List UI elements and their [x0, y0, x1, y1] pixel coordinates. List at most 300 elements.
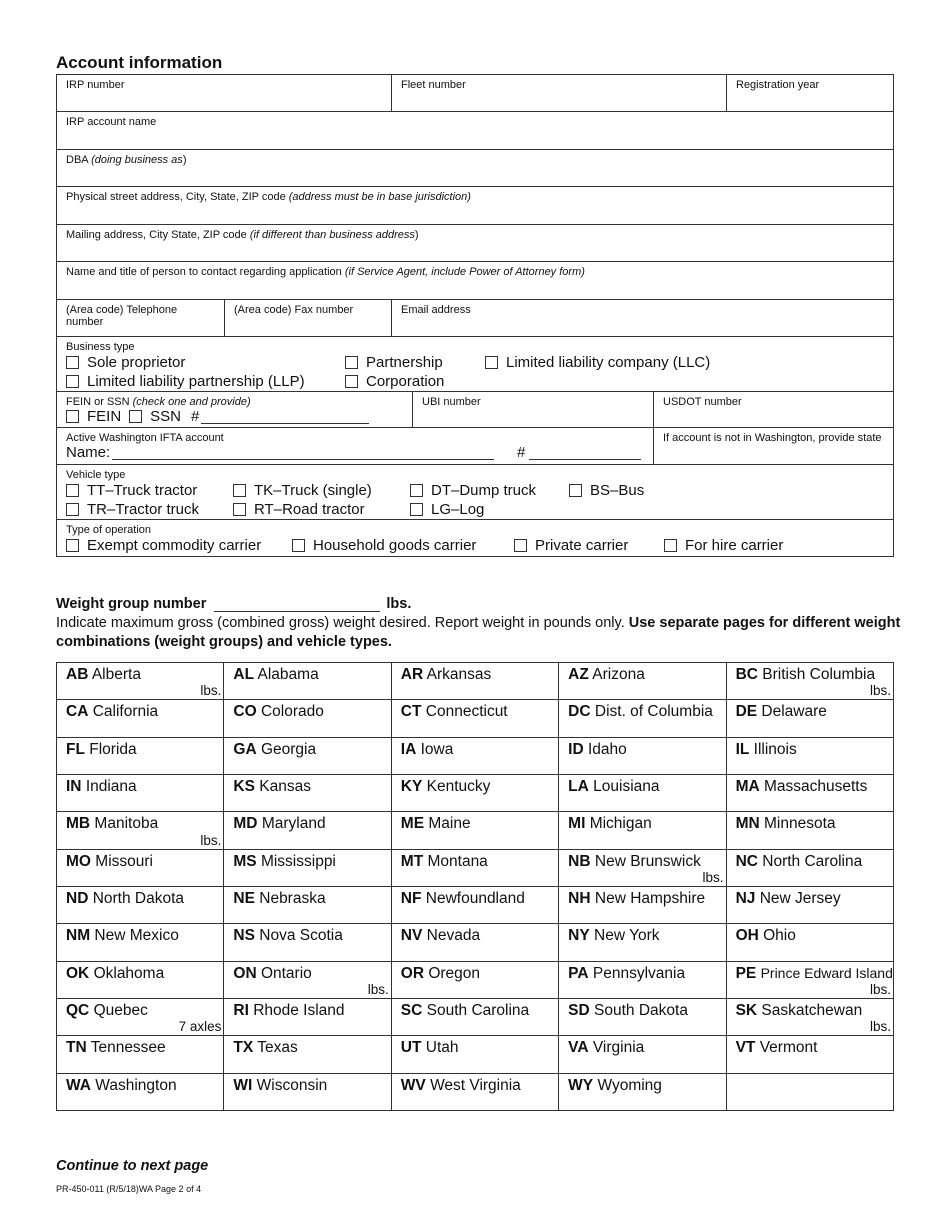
jurisdiction-code: OK: [66, 964, 90, 982]
jurisdiction-code: QC: [66, 1001, 90, 1019]
jurisdiction-code: VT: [735, 1039, 756, 1057]
jurisdiction-code: NE: [233, 889, 255, 907]
jurisdiction-name: Quebec: [93, 1001, 148, 1019]
jurisdiction-name: Massachusetts: [763, 777, 868, 795]
jurisdiction-cell-ne[interactable]: [224, 886, 391, 923]
business-option-corporation[interactable]: Corporation: [345, 373, 444, 390]
form-row-vehicle-type: [57, 465, 893, 520]
jurisdiction-cell-nb[interactable]: [559, 849, 726, 886]
jurisdiction-name: North Carolina: [762, 852, 863, 870]
ifta-number-line: [517, 444, 641, 461]
ifta-name-input[interactable]: [112, 446, 494, 460]
jurisdiction-name: Delaware: [761, 703, 827, 721]
jurisdiction-cell-ky[interactable]: [391, 774, 558, 811]
ifta-label: Active Washington IFTA account: [66, 432, 224, 444]
ifta-name-label: Name:: [66, 444, 111, 461]
fleet-number-label: Fleet number: [401, 79, 466, 91]
jurisdiction-code: NJ: [735, 889, 756, 907]
jurisdiction-name: New Hampshire: [594, 889, 706, 907]
jurisdiction-cell-ma[interactable]: [726, 774, 893, 811]
jurisdiction-row: [57, 886, 894, 923]
irp-account-name-label: IRP account name: [66, 116, 157, 128]
form-row-ids: [57, 75, 893, 112]
checkbox[interactable]: [66, 503, 79, 516]
business-option-sole-proprietor[interactable]: Sole proprietor: [66, 354, 185, 371]
jurisdiction-weight-table: [56, 662, 894, 1111]
jurisdiction-code: SC: [400, 1001, 423, 1019]
business-type-label: Business type: [66, 341, 135, 353]
jurisdiction-code: IN: [66, 777, 82, 795]
jurisdiction-name: Nevada: [426, 927, 481, 945]
contact-person-label: Name and title of person to contact regarding application (if Service Agent, include Power of Attorney form): [66, 266, 585, 278]
jurisdiction-code: ON: [233, 964, 257, 982]
jurisdiction-code: UT: [400, 1039, 422, 1057]
jurisdiction-code: MA: [735, 777, 760, 795]
jurisdiction-name: Arizona: [592, 666, 645, 683]
fein-ssn-label: FEIN or SSN (check one and provide): [66, 396, 251, 408]
email-field[interactable]: [392, 300, 893, 336]
jurisdiction-code: LA: [568, 777, 589, 795]
jurisdiction-cell-wy[interactable]: [559, 1073, 726, 1110]
jurisdiction-code: CA: [66, 703, 89, 721]
checkbox[interactable]: [233, 503, 246, 516]
jurisdiction-cell-ar[interactable]: [391, 663, 558, 700]
jurisdiction-code: VA: [568, 1039, 589, 1057]
jurisdiction-cell-co[interactable]: [224, 700, 391, 737]
jurisdiction-cell-vt[interactable]: [726, 1036, 893, 1073]
continue-note: Continue to next page: [56, 1158, 209, 1174]
jurisdiction-name: Idaho: [587, 740, 627, 758]
fein-checkbox[interactable]: [66, 410, 79, 423]
jurisdiction-code: GA: [233, 740, 257, 758]
jurisdiction-name: Oklahoma: [93, 964, 165, 982]
jurisdiction-code: MO: [66, 852, 91, 870]
jurisdiction-cell-or[interactable]: [391, 961, 558, 998]
jurisdiction-name: New Brunswick: [594, 852, 701, 870]
jurisdiction-name: Arkansas: [426, 666, 492, 683]
checkbox[interactable]: [292, 539, 305, 552]
form-row-fein: [57, 392, 893, 428]
jurisdiction-name: Pennsylvania: [592, 964, 686, 982]
jurisdiction-row: [57, 1036, 894, 1073]
jurisdiction-unit: lbs.: [869, 981, 891, 997]
jurisdiction-cell-ok[interactable]: [57, 961, 224, 998]
jurisdiction-code: WY: [568, 1076, 594, 1094]
jurisdiction-code: NF: [400, 889, 422, 907]
jurisdiction-name: Wyoming: [597, 1076, 662, 1094]
jurisdiction-code: AR: [400, 666, 424, 683]
jurisdiction-code: DC: [568, 703, 591, 721]
account-information-form: [56, 74, 894, 557]
form-row-mailing-address: [57, 225, 893, 262]
jurisdiction-cell-al[interactable]: [224, 663, 391, 700]
telephone-label: (Area code) Telephone number: [66, 304, 178, 328]
ifta-state-field[interactable]: [654, 428, 893, 464]
jurisdiction-cell-nj[interactable]: [726, 886, 893, 923]
dba-field[interactable]: [57, 150, 893, 186]
operation-type-label: Type of operation: [66, 524, 152, 536]
checkbox[interactable]: [485, 356, 498, 369]
jurisdiction-code: NS: [233, 927, 255, 945]
jurisdiction-code: SK: [735, 1001, 758, 1019]
jurisdiction-name: Indiana: [85, 777, 137, 795]
jurisdiction-code: MB: [66, 815, 91, 833]
jurisdiction-code: AZ: [568, 666, 589, 683]
jurisdiction-name: British Columbia: [762, 666, 876, 683]
jurisdiction-name: South Dakota: [594, 1001, 688, 1019]
mailing-address-label: Mailing address, City State, ZIP code (if different than business address): [66, 229, 419, 241]
jurisdiction-row: [57, 849, 894, 886]
jurisdiction-cell-ia[interactable]: [391, 737, 558, 774]
jurisdiction-name: New Mexico: [94, 927, 179, 945]
jurisdiction-cell-me[interactable]: [391, 812, 558, 849]
jurisdiction-name: Washington: [95, 1076, 177, 1094]
jurisdiction-cell-nh[interactable]: [559, 886, 726, 923]
checkbox[interactable]: [410, 503, 423, 516]
jurisdiction-unit: lbs.: [869, 683, 891, 699]
jurisdiction-code: MN: [735, 815, 760, 833]
checkbox[interactable]: [514, 539, 527, 552]
business-option-llp[interactable]: Limited liability partnership (LLP): [66, 373, 305, 390]
checkbox[interactable]: [233, 484, 246, 497]
ubi-number-label: UBI number: [422, 396, 481, 408]
jurisdiction-cell-empty: [726, 1073, 893, 1110]
jurisdiction-row: [57, 998, 894, 1035]
jurisdiction-cell-la[interactable]: [559, 774, 726, 811]
telephone-field[interactable]: [57, 300, 225, 336]
jurisdiction-cell-mt[interactable]: [391, 849, 558, 886]
business-option-llc[interactable]: Limited liability company (LLC): [485, 354, 710, 371]
jurisdiction-name: Maine: [428, 815, 471, 833]
jurisdiction-cell-va[interactable]: [559, 1036, 726, 1073]
ifta-account-field: [57, 428, 654, 464]
jurisdiction-unit: lbs.: [869, 1019, 891, 1035]
contact-person-field[interactable]: [57, 262, 893, 299]
vehicle-option-tt[interactable]: TT–Truck tractor: [66, 482, 197, 499]
checkbox[interactable]: [66, 539, 79, 552]
fein-ssn-input-line[interactable]: [201, 410, 369, 424]
jurisdiction-cell-de[interactable]: [726, 700, 893, 737]
jurisdiction-code: NC: [735, 852, 758, 870]
usdot-number-label: USDOT number: [663, 396, 742, 408]
jurisdiction-name: New Jersey: [759, 889, 841, 907]
jurisdiction-cell-tx[interactable]: [224, 1036, 391, 1073]
jurisdiction-cell-wv[interactable]: [391, 1073, 558, 1110]
jurisdiction-row: [57, 700, 894, 737]
jurisdiction-cell-tn[interactable]: [57, 1036, 224, 1073]
jurisdiction-name: North Dakota: [92, 889, 185, 907]
jurisdiction-cell-pa[interactable]: [559, 961, 726, 998]
jurisdiction-code: NY: [568, 927, 590, 945]
jurisdiction-cell-ks[interactable]: [224, 774, 391, 811]
checkbox[interactable]: [410, 484, 423, 497]
jurisdiction-unit: lbs.: [200, 832, 222, 848]
jurisdiction-unit: lbs.: [367, 981, 389, 997]
dba-label: DBA (doing business as): [66, 154, 187, 166]
vehicle-option-bs[interactable]: BS–Bus: [569, 482, 644, 499]
jurisdiction-code: PE: [735, 964, 757, 982]
jurisdiction-name: Missouri: [95, 852, 153, 870]
jurisdiction-cell-wi[interactable]: [224, 1073, 391, 1110]
jurisdiction-name: Alberta: [91, 666, 141, 683]
jurisdiction-cell-sd[interactable]: [559, 998, 726, 1035]
business-option-partnership[interactable]: Partnership: [345, 354, 443, 371]
jurisdiction-cell-on[interactable]: [224, 961, 391, 998]
jurisdiction-code: CT: [400, 703, 422, 721]
checkbox[interactable]: [345, 375, 358, 388]
form-row-phone-email: [57, 300, 893, 337]
fein-ssn-choices: [66, 408, 369, 425]
jurisdiction-name: California: [92, 703, 159, 721]
physical-address-field[interactable]: [57, 187, 893, 224]
jurisdiction-cell-ny[interactable]: [559, 924, 726, 961]
jurisdiction-cell-ga[interactable]: [224, 737, 391, 774]
jurisdiction-code: AB: [66, 666, 89, 683]
jurisdiction-code: ID: [568, 740, 584, 758]
jurisdiction-name: South Carolina: [426, 1001, 530, 1019]
jurisdiction-code: MD: [233, 815, 258, 833]
jurisdiction-code: PA: [568, 964, 589, 982]
jurisdiction-name: Connecticut: [425, 703, 508, 721]
jurisdiction-code: FL: [66, 740, 85, 758]
jurisdiction-code: NB: [568, 852, 591, 870]
jurisdiction-cell-qc[interactable]: [57, 998, 224, 1035]
jurisdiction-row: [57, 924, 894, 961]
section-title: Account information: [56, 53, 223, 72]
jurisdiction-code: TX: [233, 1039, 254, 1057]
fax-field[interactable]: [225, 300, 392, 336]
jurisdiction-code: WA: [66, 1076, 91, 1094]
jurisdiction-name: Minnesota: [763, 815, 836, 833]
operation-type-group: [57, 520, 893, 556]
jurisdiction-cell-sc[interactable]: [391, 998, 558, 1035]
jurisdiction-name: Vermont: [759, 1039, 818, 1057]
jurisdiction-name: Prince Edward Island: [760, 964, 893, 981]
jurisdiction-cell-nm[interactable]: [57, 924, 224, 961]
jurisdiction-name: Illinois: [753, 740, 797, 758]
jurisdiction-name: Ontario: [260, 964, 312, 982]
vehicle-option-tr[interactable]: TR–Tractor truck: [66, 501, 199, 518]
checkbox[interactable]: [66, 375, 79, 388]
usdot-number-field[interactable]: [654, 392, 893, 427]
jurisdiction-code: MS: [233, 852, 257, 870]
fax-label: (Area code) Fax number: [234, 304, 354, 316]
jurisdiction-name: Ohio: [763, 927, 796, 945]
email-label: Email address: [401, 304, 471, 316]
jurisdiction-row: [57, 812, 894, 849]
ifta-state-label: If account is not in Washington, provide state: [663, 432, 882, 444]
jurisdiction-name: Louisiana: [593, 777, 660, 795]
jurisdiction-code: KS: [233, 777, 255, 795]
weight-group-heading: [56, 596, 411, 612]
jurisdiction-name: Dist. of Columbia: [594, 703, 713, 721]
operation-option-exempt[interactable]: Exempt commodity carrier: [66, 537, 261, 554]
ubi-number-field[interactable]: [413, 392, 654, 427]
jurisdiction-code: DE: [735, 703, 758, 721]
jurisdiction-row: [57, 774, 894, 811]
jurisdiction-code: BC: [735, 666, 758, 683]
jurisdiction-cell-il[interactable]: [726, 737, 893, 774]
jurisdiction-name: Newfoundland: [425, 889, 525, 907]
jurisdiction-cell-nd[interactable]: [57, 886, 224, 923]
jurisdiction-cell-ms[interactable]: [224, 849, 391, 886]
jurisdiction-code: IA: [400, 740, 417, 758]
jurisdiction-code: OR: [400, 964, 425, 982]
jurisdiction-name: Wisconsin: [256, 1076, 328, 1094]
jurisdiction-code: ND: [66, 889, 89, 907]
irp-account-name-field[interactable]: [57, 112, 893, 149]
jurisdiction-row: [57, 1073, 894, 1110]
jurisdiction-cell-ca[interactable]: [57, 700, 224, 737]
jurisdiction-name: Virginia: [592, 1039, 645, 1057]
vehicle-option-lg[interactable]: LG–Log: [410, 501, 484, 518]
jurisdiction-code: RI: [233, 1001, 249, 1019]
irp-number-label: IRP number: [66, 79, 125, 91]
jurisdiction-name: New York: [594, 927, 660, 945]
jurisdiction-cell-in[interactable]: [57, 774, 224, 811]
jurisdiction-name: Alabama: [257, 666, 319, 683]
jurisdiction-name: Utah: [425, 1039, 459, 1057]
form-row-dba: [57, 150, 893, 187]
jurisdiction-cell-ut[interactable]: [391, 1036, 558, 1073]
jurisdiction-code: NH: [568, 889, 591, 907]
jurisdiction-name: Texas: [257, 1039, 298, 1057]
jurisdiction-name: Nebraska: [259, 889, 326, 907]
ifta-hash-label: #: [517, 444, 526, 461]
form-row-account-name: [57, 112, 893, 150]
jurisdiction-code: OH: [735, 927, 759, 945]
jurisdiction-cell-ct[interactable]: [391, 700, 558, 737]
jurisdiction-code: SD: [568, 1001, 590, 1019]
jurisdiction-code: MT: [400, 852, 424, 870]
jurisdiction-name: Saskatchewan: [761, 1001, 863, 1019]
checkbox[interactable]: [664, 539, 677, 552]
jurisdiction-code: WV: [400, 1076, 426, 1094]
jurisdiction-cell-az[interactable]: [559, 663, 726, 700]
jurisdiction-code: ME: [400, 815, 425, 833]
jurisdiction-name: Manitoba: [94, 815, 159, 833]
jurisdiction-name: Iowa: [420, 740, 454, 758]
operation-option-for-hire[interactable]: For hire carrier: [664, 537, 783, 554]
jurisdiction-unit: 7 axles: [178, 1019, 222, 1035]
jurisdiction-name: Michigan: [589, 815, 652, 833]
jurisdiction-cell-sk[interactable]: [726, 998, 893, 1035]
physical-address-label: Physical street address, City, State, ZIP code (address must be in base jurisdiction): [66, 191, 471, 203]
jurisdiction-code: IL: [735, 740, 750, 758]
mailing-address-field[interactable]: [57, 225, 893, 261]
checkbox[interactable]: [569, 484, 582, 497]
fein-ssn-field: [57, 392, 413, 427]
ssn-checkbox[interactable]: [129, 410, 142, 423]
jurisdiction-row: [57, 663, 894, 700]
form-row-physical-address: [57, 187, 893, 225]
weight-group-unit: lbs.: [386, 596, 412, 612]
jurisdiction-cell-nv[interactable]: [391, 924, 558, 961]
vehicle-type-label: Vehicle type: [66, 469, 126, 481]
checkbox[interactable]: [345, 356, 358, 369]
jurisdiction-code: KY: [400, 777, 423, 795]
jurisdiction-cell-dc[interactable]: [559, 700, 726, 737]
jurisdiction-unit: lbs.: [200, 683, 222, 699]
jurisdiction-cell-oh[interactable]: [726, 924, 893, 961]
ifta-number-input[interactable]: [529, 446, 641, 460]
jurisdiction-name: Georgia: [260, 740, 317, 758]
form-row-contact: [57, 262, 893, 300]
jurisdiction-code: CO: [233, 703, 257, 721]
jurisdiction-code: MI: [568, 815, 586, 833]
jurisdiction-code: AL: [233, 666, 255, 683]
jurisdiction-cell-md[interactable]: [224, 812, 391, 849]
vehicle-type-group: [57, 465, 893, 519]
jurisdiction-name: Colorado: [260, 703, 324, 721]
ifta-name-line: [66, 444, 494, 461]
jurisdiction-name: Montana: [427, 852, 488, 870]
jurisdiction-cell-ri[interactable]: [224, 998, 391, 1035]
jurisdiction-cell-fl[interactable]: [57, 737, 224, 774]
jurisdiction-name: Florida: [89, 740, 137, 758]
jurisdiction-name: Kentucky: [426, 777, 491, 795]
irp-number-field[interactable]: [57, 75, 392, 111]
form-row-operation-type: [57, 520, 893, 556]
operation-option-private[interactable]: Private carrier: [514, 537, 628, 554]
business-type-group: [57, 337, 893, 391]
jurisdiction-cell-mb[interactable]: [57, 812, 224, 849]
jurisdiction-cell-mn[interactable]: [726, 812, 893, 849]
jurisdiction-cell-bc[interactable]: [726, 663, 893, 700]
jurisdiction-cell-nc[interactable]: [726, 849, 893, 886]
jurisdiction-code: NM: [66, 927, 91, 945]
checkbox[interactable]: [66, 356, 79, 369]
registration-year-field[interactable]: [727, 75, 893, 111]
jurisdiction-code: TN: [66, 1039, 87, 1057]
jurisdiction-name: Rhode Island: [253, 1001, 345, 1019]
vehicle-option-dt[interactable]: DT–Dump truck: [410, 482, 536, 499]
registration-year-label: Registration year: [736, 79, 820, 91]
vehicle-option-rt[interactable]: RT–Road tractor: [233, 501, 365, 518]
jurisdiction-code: WI: [233, 1076, 253, 1094]
jurisdiction-cell-nf[interactable]: [391, 886, 558, 923]
operation-option-household[interactable]: Household goods carrier: [292, 537, 476, 554]
jurisdiction-name: Maryland: [261, 815, 326, 833]
jurisdiction-name: Mississippi: [260, 852, 336, 870]
jurisdiction-cell-mi[interactable]: [559, 812, 726, 849]
jurisdiction-cell-ab[interactable]: [57, 663, 224, 700]
fein-option-label: FEIN: [87, 408, 122, 425]
jurisdiction-cell-pe[interactable]: [726, 961, 893, 998]
jurisdiction-cell-ns[interactable]: [224, 924, 391, 961]
jurisdiction-unit: lbs.: [702, 869, 724, 885]
jurisdiction-code: NV: [400, 927, 423, 945]
jurisdiction-name: Oregon: [428, 964, 481, 982]
form-row-business-type: [57, 337, 893, 392]
jurisdiction-row: [57, 961, 894, 998]
hash-label: #: [191, 408, 200, 425]
jurisdiction-cell-mo[interactable]: [57, 849, 224, 886]
jurisdiction-row: [57, 737, 894, 774]
jurisdiction-cell-wa[interactable]: [57, 1073, 224, 1110]
jurisdiction-name: Kansas: [259, 777, 311, 795]
weight-instructions: Indicate maximum gross (combined gross) weight desired. Report weight in pounds only. Use separate pages for different weight combinations (weight groups) and vehicle types.: [56, 615, 901, 650]
weight-group-input[interactable]: [214, 598, 380, 612]
vehicle-option-tk[interactable]: TK–Truck (single): [233, 482, 372, 499]
fleet-number-field[interactable]: [392, 75, 727, 111]
jurisdiction-name: Nova Scotia: [259, 927, 343, 945]
form-row-ifta: [57, 428, 893, 465]
jurisdiction-cell-id[interactable]: [559, 737, 726, 774]
jurisdiction-name: West Virginia: [430, 1076, 521, 1094]
ssn-option-label: SSN: [150, 408, 182, 425]
checkbox[interactable]: [66, 484, 79, 497]
